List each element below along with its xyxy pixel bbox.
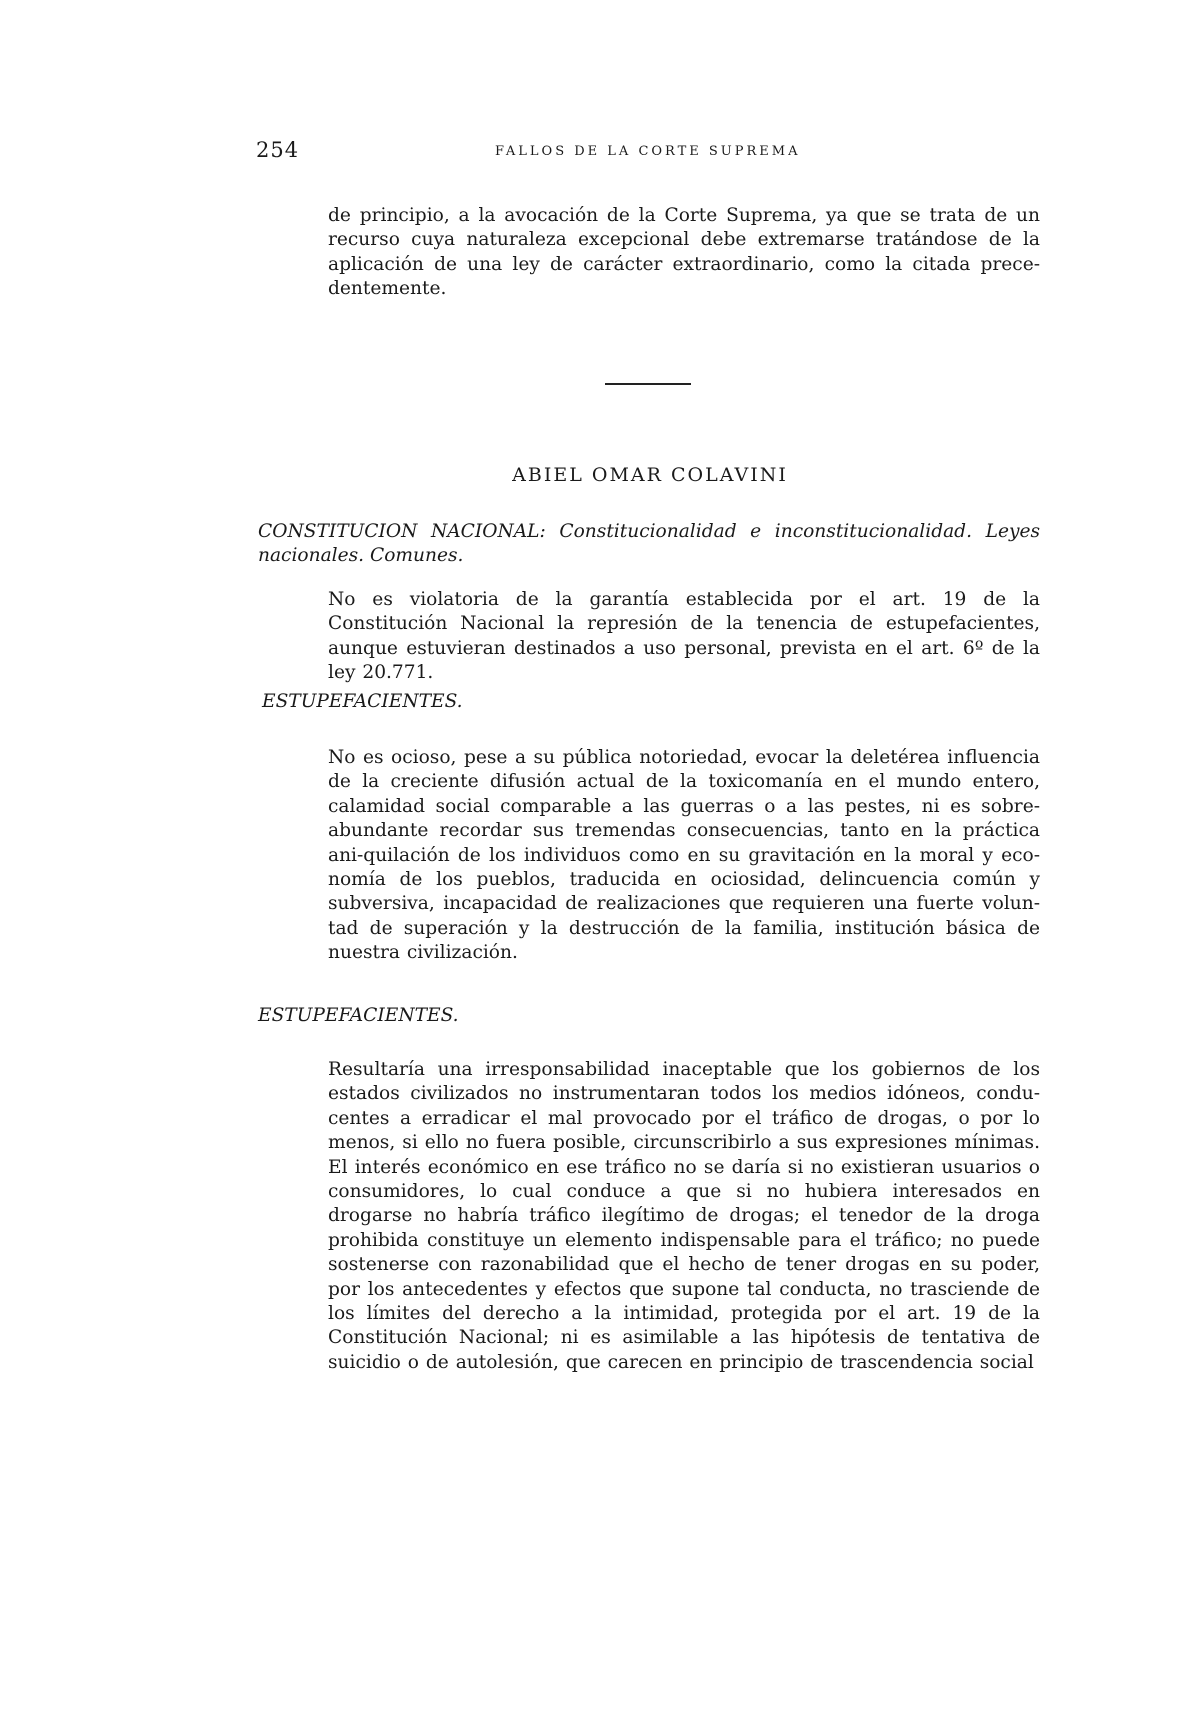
running-head: FALLOS DE LA CORTE SUPREMA xyxy=(495,144,801,159)
summary-heading-estupefacientes-2: ESTUPEFACIENTES. xyxy=(258,1005,459,1026)
summary-paragraph-2: No es ocioso, pese a su pública notoriedad, evocar la deletérea influencia de la creciente difusión actual de la toxicomanía en el mundo entero, calamidad social comparable a las guerras o a las pestes, ni es sobre-abundante recordar sus tremendas consecuencias, tanto en la práctica ani-quilación de los individuos como en su gravitación en la moral y eco-nomía de los pueblos, traducida en ociosidad, delincuencia común y subversiva, incapacidad de realizaciones que requieren una fuerte volun-tad de superación y la destrucción de la familia, institución básica de nuestra civilización. xyxy=(328,747,1040,964)
continuation-paragraph: de principio, a la avocación de la Corte Suprema, ya que se trata de un recurso cuya naturaleza excepcional debe extremarse tratándose de la aplicación de una ley de carácter extraordinario, como la citada prece-dentemente. xyxy=(328,205,1040,300)
case-title: ABIEL OMAR COLAVINI xyxy=(512,464,788,486)
summary-paragraph-3: Resultaría una irresponsabilidad inaceptable que los gobiernos de los estados civilizados no instrumentaran todos los medios idóneos, condu-centes a erradicar el mal provocado por el tráfico de drogas, o por lo menos, si ello no fuera posible, circunscribirlo a sus expresiones mínimas. El interés económico en ese tráfico no se daría si no existieran usuarios o consumidores, lo cual conduce a que si no hubiera interesados en drogarse no habría tráfico ilegítimo de drogas; el tenedor de la droga prohibida constituye un elemento indispensable para el tráfico; no puede sostenerse con razonabilidad que el hecho de tener drogas en su poder, por los antecedentes y efectos que supone tal conducta, no trasciende de los límites del derecho a la intimidad, protegida por el art. 19 de la Constitución Nacional; ni es asimilable a las hipótesis de tentativa de suicidio o de autolesión, que carecen en principio de trascendencia social xyxy=(328,1059,1040,1373)
summary-heading-constitucion: CONSTITUCION NACIONAL: Constitucionalidad e inconstitucionalidad. Leyes nacionales. Comunes. xyxy=(258,521,1040,567)
summary-heading-estupefacientes-1: ESTUPEFACIENTES. xyxy=(262,691,463,712)
summary-paragraph-1: No es violatoria de la garantía establecida por el art. 19 de la Constitución Nacional la represión de la tenencia de estupefacientes, aunque estuvieran destinados a uso personal, prevista en el art. 6º de la ley 20.771. xyxy=(328,589,1040,684)
section-divider xyxy=(605,383,691,385)
page-number: 254 xyxy=(256,138,300,162)
